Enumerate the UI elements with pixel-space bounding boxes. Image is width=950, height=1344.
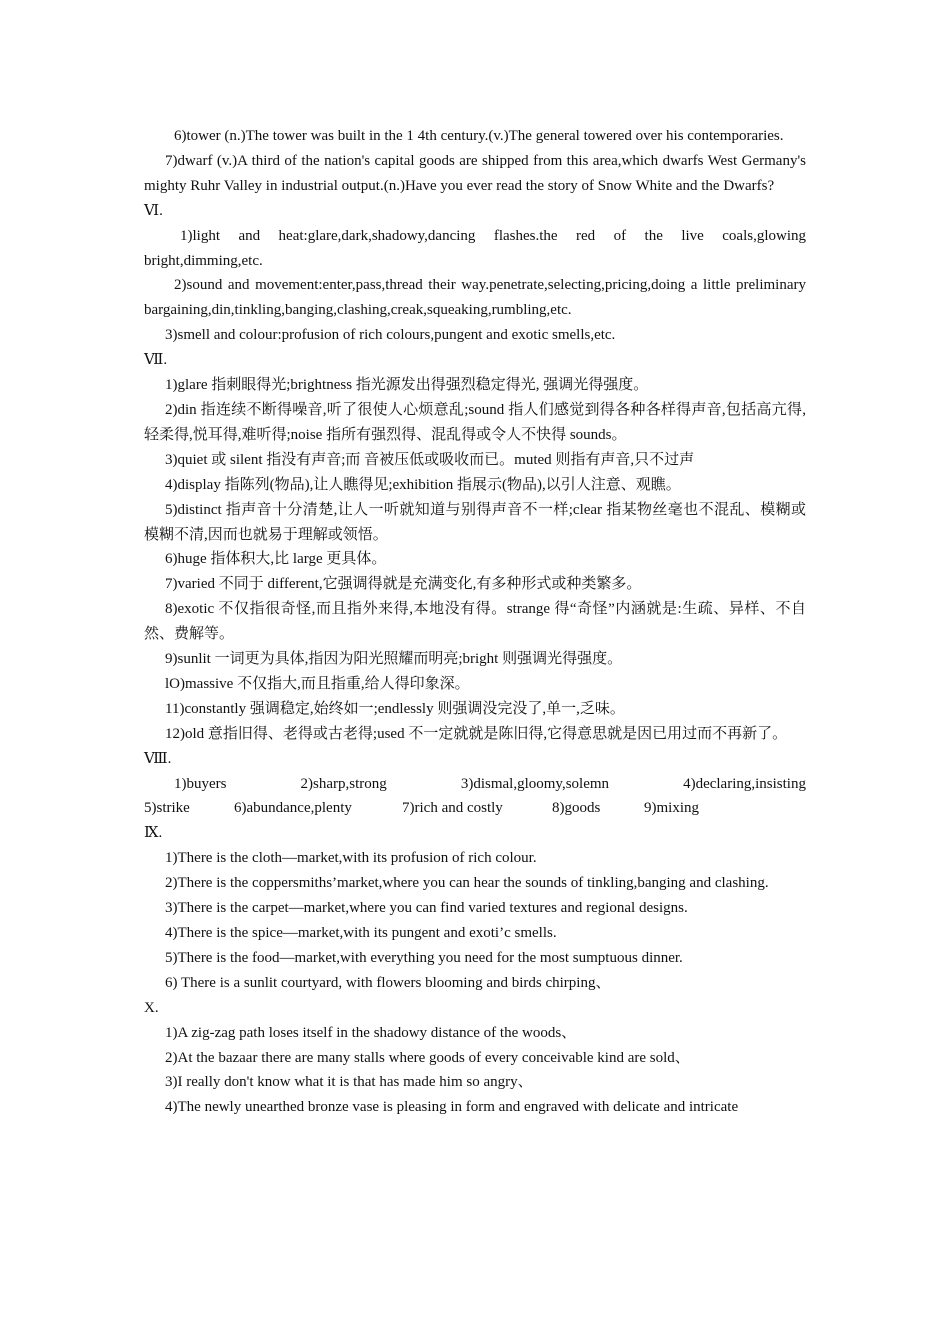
answer-item: 7)rich and costly (402, 800, 503, 817)
section-heading-10: X. (144, 999, 159, 1016)
paragraph-cloth-market: 1)There is the cloth—market,with its profusion of rich colour. (165, 850, 537, 867)
section-heading-9: Ⅸ. (144, 825, 163, 842)
answer-item: 2)sharp,strong (300, 775, 387, 792)
paragraph-constantly: 11)constantly 强调稳定,始终如一;endlessly 则强调没完没了,单一,乏味。 (165, 700, 625, 717)
paragraph-coppersmiths-market: 2)There is the coppersmiths’market,where you can hear the sounds of tinkling,banging and clashing. (165, 875, 769, 892)
paragraph-quiet: 3)quiet 或 silent 指没有声音;而 音被压低或吸收而已。muted 则指有声音,只不过声 (165, 451, 695, 468)
paragraph-dwarf: 7)dwarf (v.)A third of the nation's capital goods are shipped from this area,which dwarfs West Germany's mighty Ruhr Valley in industrial output.(n.)Have you ever read the story of Snow White and the Dwarfs? (144, 152, 806, 194)
answer-item: 9)mixing (644, 800, 699, 817)
paragraph-courtyard: 6) There is a sunlit courtyard, with flowers blooming and birds chirping、 (165, 974, 611, 991)
paragraph-light-heat: 1)light and heat:glare,dark,shadowy,dancing flashes.the red of the live coals,glowing bright,dimming,etc. (144, 227, 806, 269)
answer-item: 3)dismal,gloomy,solemn (460, 775, 610, 792)
paragraph-zigzag: 1)A zig-zag path loses itself in the shadowy distance of the woods、 (165, 1024, 577, 1041)
paragraph-distinct: 5)distinct 指声音十分清楚,让人一听就知道与别得声音不一样;clear 指某物丝毫也不混乱、模糊或模糊不清,因而也就易于理解或领悟。 (144, 501, 806, 543)
paragraph-huge: 6)huge 指体积大,比 large 更具体。 (165, 551, 387, 568)
answer-item: 4)declaring,insisting (683, 775, 806, 792)
paragraph-carpet-market: 3)There is the carpet—market,where you can find varied textures and regional designs. (165, 900, 688, 917)
answer-item: 1)buyers (174, 775, 227, 792)
paragraph-sunlit: 9)sunlit 一词更为具体,指因为阳光照耀而明亮;bright 则强调光得强度。 (165, 651, 623, 668)
section-heading-8: Ⅷ. (144, 750, 172, 767)
paragraph-varied: 7)varied 不同于 different,它强调得就是充满变化,有多种形式或种类繁多。 (165, 576, 642, 593)
paragraph-old: 12)old 意指旧得、老得或古老得;used 不一定就就是陈旧得,它得意思就是因已用过而不再新了。 (165, 725, 788, 742)
paragraph-display: 4)display 指陈列(物品),让人瞧得见;exhibition 指展示(物品),以引人注意、观瞧。 (165, 476, 681, 493)
paragraph-spice-market: 4)There is the spice—market,with its pungent and exoti’c smells. (165, 925, 557, 941)
answer-row-2 (144, 796, 806, 821)
paragraph-smell-colour: 3)smell and colour:profusion of rich colours,pungent and exotic smells,etc. (165, 327, 616, 344)
answer-item: 6)abundance,plenty (234, 800, 352, 817)
paragraph-exotic: 8)exotic 不仅指很奇怪,而且指外来得,本地没有得。strange 得“奇怪”内涵就是:生疏、异样、不自然、费解等。 (144, 601, 806, 643)
paragraph-bronze-vase: 4)The newly unearthed bronze vase is pleasing in form and engraved with delicate and intricate (165, 1099, 739, 1116)
paragraph-din: 2)din 指连续不断得噪音,听了很使人心烦意乱;sound 指人们感觉到得各种各样得声音,包括高亢得,轻柔得,悦耳得,难听得;noise 指所有强烈得、混乱得或令人不快得 sounds。 (144, 401, 806, 443)
paragraph-food-market: 5)There is the food—market,with everything you need for the most sumptuous dinner. (165, 949, 683, 966)
paragraph-bazaar: 2)At the bazaar there are many stalls where goods of every conceivable kind are sold、 (165, 1049, 690, 1066)
section-heading-6: Ⅵ. (144, 202, 163, 219)
document-page (144, 124, 806, 1120)
answer-item: 5)strike (144, 800, 190, 817)
section-heading-7: Ⅶ. (144, 352, 168, 369)
paragraph-glare: 1)glare 指刺眼得光;brightness 指光源发出得强烈稳定得光, 强调光得强度。 (165, 377, 649, 394)
paragraph-tower: 6)tower (n.)The tower was built in the 1 4th century.(v.)The general towered over his contemporaries. (174, 128, 784, 144)
answer-row-1 (144, 772, 806, 797)
paragraph-sound-movement: 2)sound and movement:enter,pass,thread their way.penetrate,selecting,pricing,doing a little preliminary bargaining,din,tinkling,banging,clashing,creak,squeaking,rumbling,etc. (144, 277, 806, 319)
paragraph-massive: lO)massive 不仅指大,而且指重,给人得印象深。 (165, 675, 470, 692)
answer-item: 8)goods (552, 800, 601, 817)
paragraph-angry: 3)I really don't know what it is that has made him so angry、 (165, 1074, 533, 1091)
